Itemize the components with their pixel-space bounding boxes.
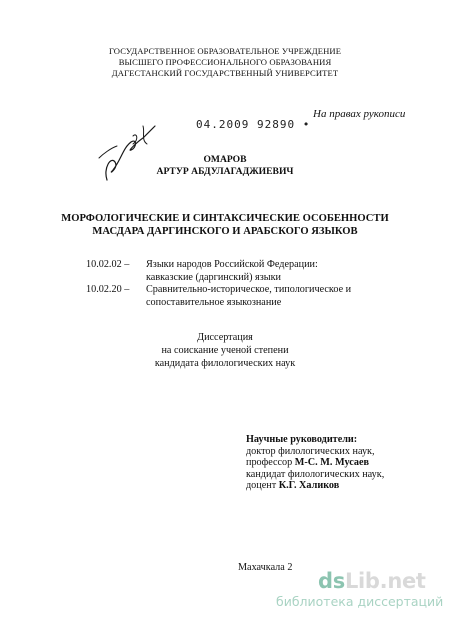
specialty-code: 10.02.20 –	[86, 284, 130, 296]
watermark-logo	[318, 569, 426, 593]
watermark-subtitle: библиотека диссертаций	[276, 594, 444, 609]
dissertation-degree-line: на соискание ученой степени	[161, 345, 289, 356]
specialty-text: Языки народов Российской Федерации:	[146, 259, 318, 270]
specialty-text-continued: кавказские (даргинский) языки	[146, 271, 282, 283]
institution-line-1: ГОСУДАРСТВЕННОЕ ОБРАЗОВАТЕЛЬНОЕ УЧРЕЖДЕНИЕ	[108, 46, 342, 56]
thesis-title-line-1: МОРФОЛОГИЧЕСКИЕ И СИНТАКСИЧЕСКИЕ ОСОБЕННОСТИ	[61, 213, 389, 224]
specialties-block	[0, 259, 450, 311]
institution-line-2: ВЫСШЕГО ПРОФЕССИОНАЛЬНОГО ОБРАЗОВАНИЯ	[118, 57, 332, 67]
specialty-text-continued: сопоставительное языкознание	[146, 296, 282, 308]
dissertation-label: Диссертация	[197, 332, 253, 343]
city-year: Махачкала 2	[238, 562, 293, 573]
supervisor-2-degree: кандидат филологических наук,	[246, 468, 385, 480]
institution-line-3: ДАГЕСТАНСКИЙ ГОСУДАРСТВЕННЫЙ УНИВЕРСИТЕТ	[111, 68, 339, 78]
thesis-title-line-2: МАСДАРА ДАРГИНСКОГО И АРАБСКОГО ЯЗЫКОВ	[92, 226, 358, 237]
watermark-logo-part1: ds	[318, 569, 345, 593]
rights-note: На правах рукописи	[313, 108, 406, 120]
author-name: АРТУР АБДУЛАГАДЖИЕВИЧ	[156, 166, 294, 177]
stamp-number	[196, 118, 310, 131]
supervisor-1-title: профессор	[246, 457, 293, 469]
supervisor-1-fullname: М-С. М. Мусаев	[294, 457, 369, 469]
watermark-logo-part2: Lib.net	[344, 569, 426, 593]
stamp-number-text: 04.2009 92890	[196, 118, 296, 131]
supervisor-2-fullname: К.Г. Халиков	[278, 480, 340, 492]
author-surname: ОМАРОВ	[203, 154, 247, 165]
supervisor-1-degree: доктор филологических наук,	[246, 445, 375, 457]
stamp-dot: •	[295, 118, 311, 131]
dissertation-degree-field: кандидата филологических наук	[154, 358, 296, 369]
specialty-text: Сравнительно-историческое, типологическое и	[146, 284, 352, 296]
supervisor-2-title: доцент	[246, 480, 277, 492]
specialty-code: 10.02.02 –	[86, 259, 130, 270]
supervisor-1-name	[246, 457, 369, 469]
supervisors-heading: Научные руководители:	[246, 434, 358, 445]
supervisor-2-name	[246, 480, 339, 492]
